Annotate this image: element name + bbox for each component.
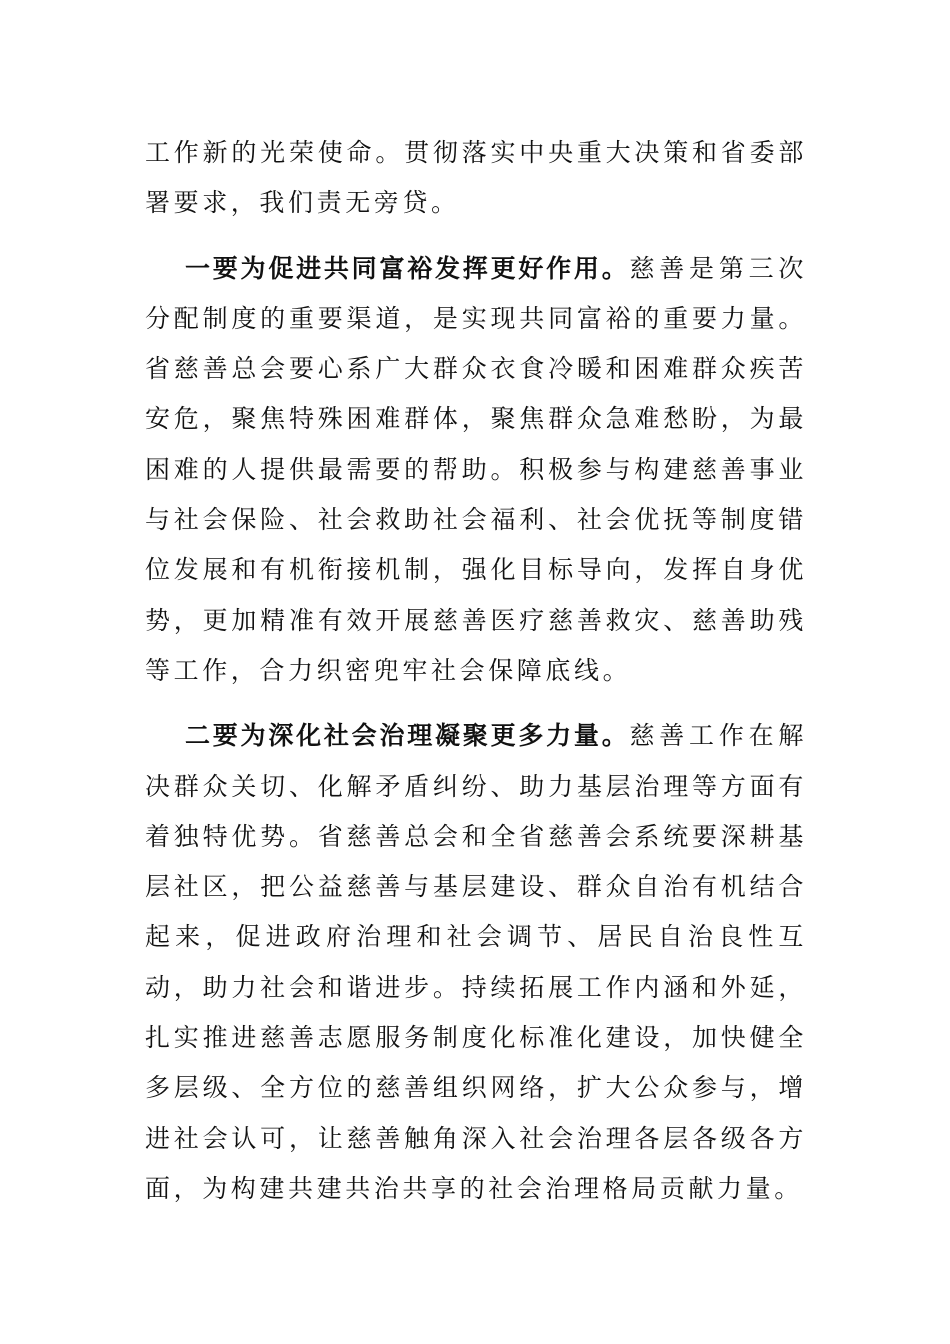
paragraph-social-governance <box>145 711 807 1214</box>
paragraph-body: 慈善是第三次分配制度的重要渠道，是实现共同富裕的重要力量。省慈善总会要心系广大群众衣食冷暖和困难群众疾苦安危，聚焦特殊困难群体，聚焦群众急难愁盼，为最困难的人提供最需要的帮助。积极参与构建慈善事业与社会保险、社会救助社会福利、社会优抚等制度错位发展和有机衔接机制，强化目标导向，发挥自身优势，更加精准有效开展慈善医疗慈善救灾、慈善助残等工作，合力织密兜牢社会保障底线。 <box>145 253 807 685</box>
paragraph-body: 工作新的光荣使命。贯彻落实中央重大决策和省委部署要求，我们责无旁贷。 <box>145 138 807 218</box>
paragraph-continuation <box>145 128 807 229</box>
paragraph-lead-heading: 一要为促进共同富裕发挥更好作用。 <box>185 253 630 283</box>
paragraph-lead-heading: 二要为深化社会治理凝聚更多力量。 <box>185 721 630 751</box>
paragraph-common-prosperity <box>145 244 807 697</box>
paragraph-body: 慈善工作在解决群众关切、化解矛盾纠纷、助力基层治理等方面有着独特优势。省慈善总会和全省慈善会系统要深耕基层社区，把公益慈善与基层建设、群众自治有机结合起来，促进政府治理和社会调节、居民自治良性互动，助力社会和谐进步。持续拓展工作内涵和外延，扎实推进慈善志愿服务制度化标准化建设，加快健全多层级、全方位的慈善组织网络，扩大公众参与，增进社会认可，让慈善触角深入社会治理各层各级各方面，为构建共建共治共享的社会治理格局贡献力量。 <box>145 721 807 1203</box>
document-body <box>145 128 807 1214</box>
